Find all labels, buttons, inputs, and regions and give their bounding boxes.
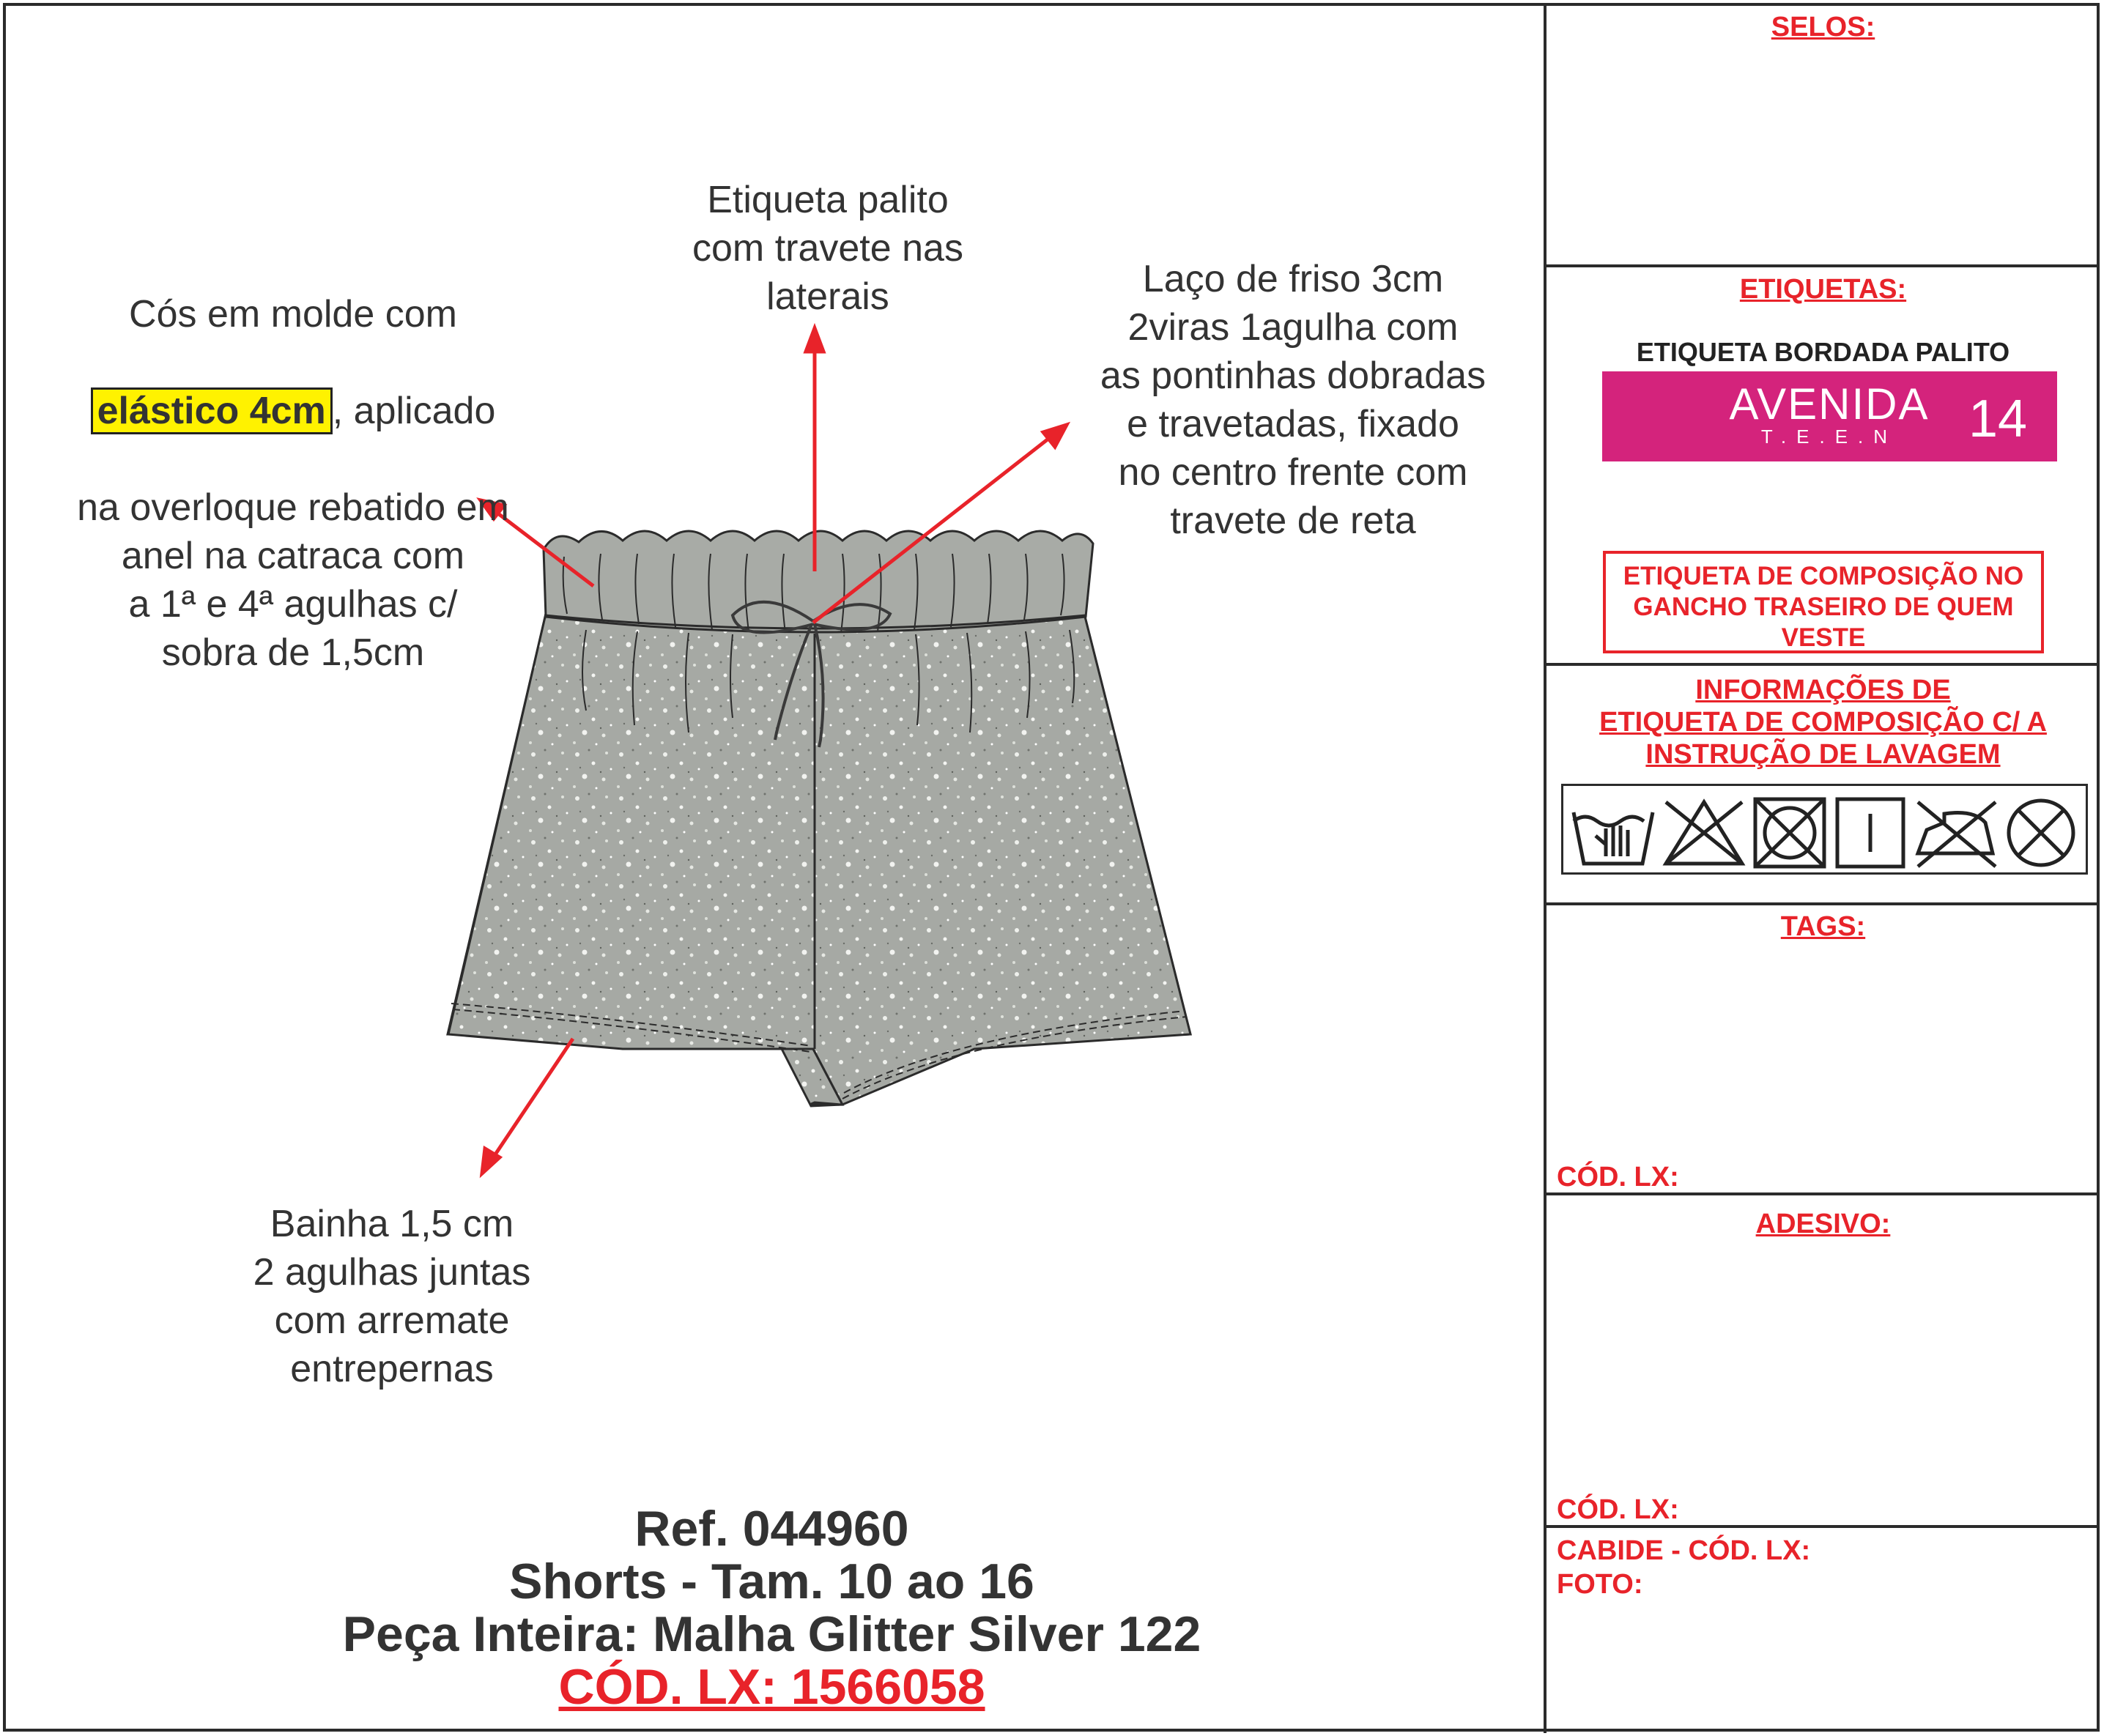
tags-code: CÓD. LX:: [1557, 1162, 1679, 1192]
line-dry-icon: [1837, 799, 1903, 867]
product-code: CÓD. LX: 1566058: [558, 1659, 985, 1715]
foto-label: FOTO:: [1557, 1569, 1643, 1600]
panel-separator: [1544, 902, 2100, 905]
care-symbols: [1561, 784, 2088, 875]
tags-title: TAGS:: [1780, 911, 1866, 942]
product-name: Shorts - Tam. 10 ao 16: [509, 1554, 1034, 1609]
no-bleach-icon: [1666, 802, 1742, 864]
panel-divider: [1544, 3, 1546, 1733]
no-iron-icon: [1918, 802, 1996, 867]
hand-wash-icon: [1574, 812, 1653, 864]
panel-separator: [1544, 663, 2100, 666]
no-dry-clean-icon: [2009, 801, 2073, 865]
info-title: INFORMAÇÕES DE ETIQUETA DE COMPOSIÇÃO C/ A INSTRUÇÃO DE LAVAGEM: [1599, 675, 2047, 770]
cabide-code: CABIDE - CÓD. LX:: [1557, 1535, 1811, 1566]
etiqueta-bordada-label: ETIQUETA BORDADA PALITO: [1636, 337, 2010, 367]
ref-number: Ref. 044960: [634, 1501, 909, 1557]
etiquetas-title: ETIQUETAS:: [1739, 274, 1907, 305]
adesivo-title: ADESIVO:: [1755, 1209, 1891, 1239]
panel-separator: [1544, 264, 2100, 267]
note-label-tag: Etiqueta palito com travete nas laterais: [692, 179, 963, 318]
highlight-elastic: elástico 4cm: [91, 387, 333, 434]
note-hem: Bainha 1,5 cm 2 agulhas juntas com arremate entrepernas: [253, 1203, 531, 1390]
brand-sub: T.E.E.N: [1760, 426, 1898, 448]
note-bow: Laço de friso 3cm 2viras 1agulha com as pontinhas dobradas e travetadas, fixado no centro frente com travete de reta: [1100, 258, 1486, 542]
composition-label-box: ETIQUETA DE COMPOSIÇÃO NO GANCHO TRASEIRO DE QUEM VESTE: [1603, 551, 2044, 653]
brand-name: AVENIDA: [1729, 379, 1930, 429]
selos-title: SELOS:: [1771, 12, 1875, 42]
brand-size: 14: [1968, 390, 2028, 448]
adesivo-code: CÓD. LX:: [1557, 1494, 1679, 1525]
no-tumble-dry-icon: [1755, 799, 1824, 867]
note-waistband: Cós em molde com elástico 4cm , aplicado na overloque rebatido em anel na catraca com a 1ª e 4ª agulhas c/ sobra de 1,5cm: [77, 293, 509, 674]
brand-label: [1602, 371, 2057, 461]
material: Peça Inteira: Malha Glitter Silver 122: [342, 1606, 1201, 1662]
